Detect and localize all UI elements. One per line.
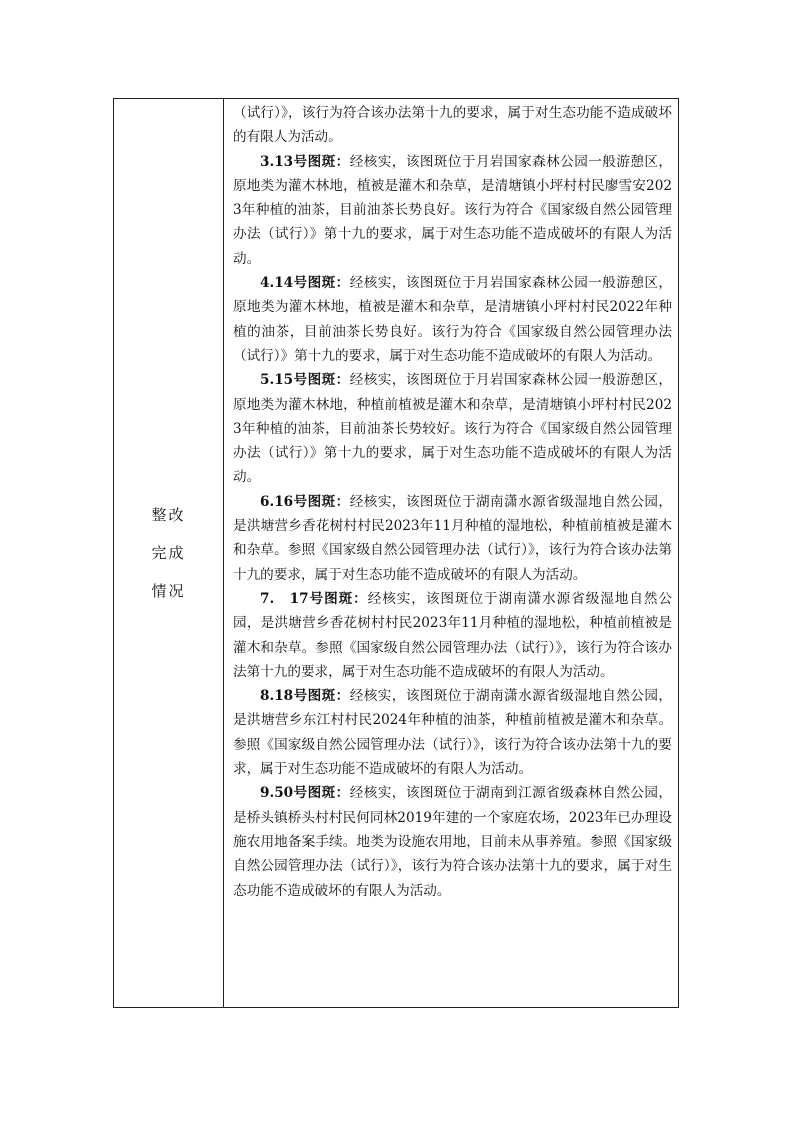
paragraph bbox=[233, 781, 672, 902]
paragraph bbox=[233, 271, 672, 368]
paragraph-text: 经核实，该图斑位于月岩国家森林公园一般游憩区，原地类为灌木林地，植被是灌木和杂草，是清塘镇小坪村村民2022年种植的油茶，目前油茶长势良好。该行为符合《国家级自然公园管理办法（试行）》第十九的要求，属于对生态功能不造成破坏的有限人为活动。 bbox=[233, 275, 673, 364]
paragraph-heading: 4.14号图斑： bbox=[260, 275, 350, 292]
paragraph bbox=[233, 368, 672, 489]
paragraph-text: 经核实，该图斑位于月岩国家森林公园一般游憩区，原地类为灌木林地，种植前植被是灌木和杂草，是清塘镇小坪村村民2023年种植的油茶，目前油茶长势较好。该行为符合《国家级自然公园管理办法（试行）》第十九的要求，属于对生态功能不造成破坏的有限人为活动。 bbox=[233, 372, 673, 486]
section-label-cell bbox=[114, 99, 224, 1007]
paragraph-text: 经核实，该图斑位于月岩国家森林公园一般游憩区，原地类为灌木林地，植被是灌木和杂草，是清塘镇小坪村村民廖雪安2023年种植的油茶，目前油茶长势良好。该行为符合《国家级自然公园管理办法（试行）》第十九的要求，属于对生态功能不造成破坏的有限人为活动。 bbox=[233, 153, 673, 267]
paragraph-text: （试行）》，该行为符合该办法第十九的要求，属于对生态功能不造成破坏的有限人为活动。 bbox=[233, 105, 672, 146]
paragraph bbox=[233, 490, 672, 587]
paragraph bbox=[233, 101, 672, 150]
paragraph-heading: 6.16号图斑： bbox=[260, 493, 350, 510]
section-label-line: 完成 bbox=[151, 544, 186, 562]
section-label-line: 整改 bbox=[151, 506, 186, 524]
paragraph bbox=[233, 587, 672, 684]
paragraph-heading: 9.50号图斑： bbox=[260, 785, 350, 802]
paragraph bbox=[233, 150, 672, 271]
paragraph-heading: 5.15号图斑： bbox=[260, 372, 350, 389]
paragraph-heading: 7. 17号图斑： bbox=[260, 590, 368, 607]
section-label-line: 情况 bbox=[151, 582, 186, 600]
paragraph-heading: 8.18号图斑： bbox=[260, 688, 350, 705]
paragraph-text: 经核实，该图斑位于湖南潇水源省级湿地自然公园，是洪塘营乡东江村村民2024年种植的油茶，种植前植被是灌木和杂草。参照《国家级自然公园管理办法（试行）》，该行为符合该办法第十九的要求，属于对生态功能不造成破坏的有限人为活动。 bbox=[233, 688, 673, 778]
paragraph-heading: 3.13号图斑： bbox=[260, 153, 350, 170]
report-table bbox=[113, 98, 679, 1008]
rectification-content-cell bbox=[224, 99, 678, 1007]
paragraph-text: 经核实，该图斑位于湖南到江源省级森林自然公园，是桥头镇桥头村村民何同林2019年建的一个家庭农场，2023年已办理设施农用地备案手续。地类为设施农用地，目前未从事养殖。参照《国家级自然公园管理办法（试行）》，该行为符合该办法第十九的要求，属于对生态功能不造成破坏的有限人为活动。 bbox=[233, 785, 673, 899]
paragraph-text: 经核实，该图斑位于湖南潇水源省级湿地自然公园，是洪塘营乡香花树村村民2023年11月种植的湿地松，种植前植被是灌木和杂草。参照《国家级自然公园管理办法（试行）》，该行为符合该办法第十九的要求，属于对生态功能不造成破坏的有限人为活动。 bbox=[233, 493, 673, 583]
paragraph bbox=[233, 684, 672, 781]
paragraph-text: 经核实，该图斑位于湖南潇水源省级湿地自然公园，是洪塘营乡香花树村村民2023年11月种植的湿地松，种植前植被是灌木和杂草。参照《国家级自然公园管理办法（试行）》，该行为符合该办法第十九的要求，属于对生态功能不造成破坏的有限人为活动。 bbox=[233, 590, 673, 680]
